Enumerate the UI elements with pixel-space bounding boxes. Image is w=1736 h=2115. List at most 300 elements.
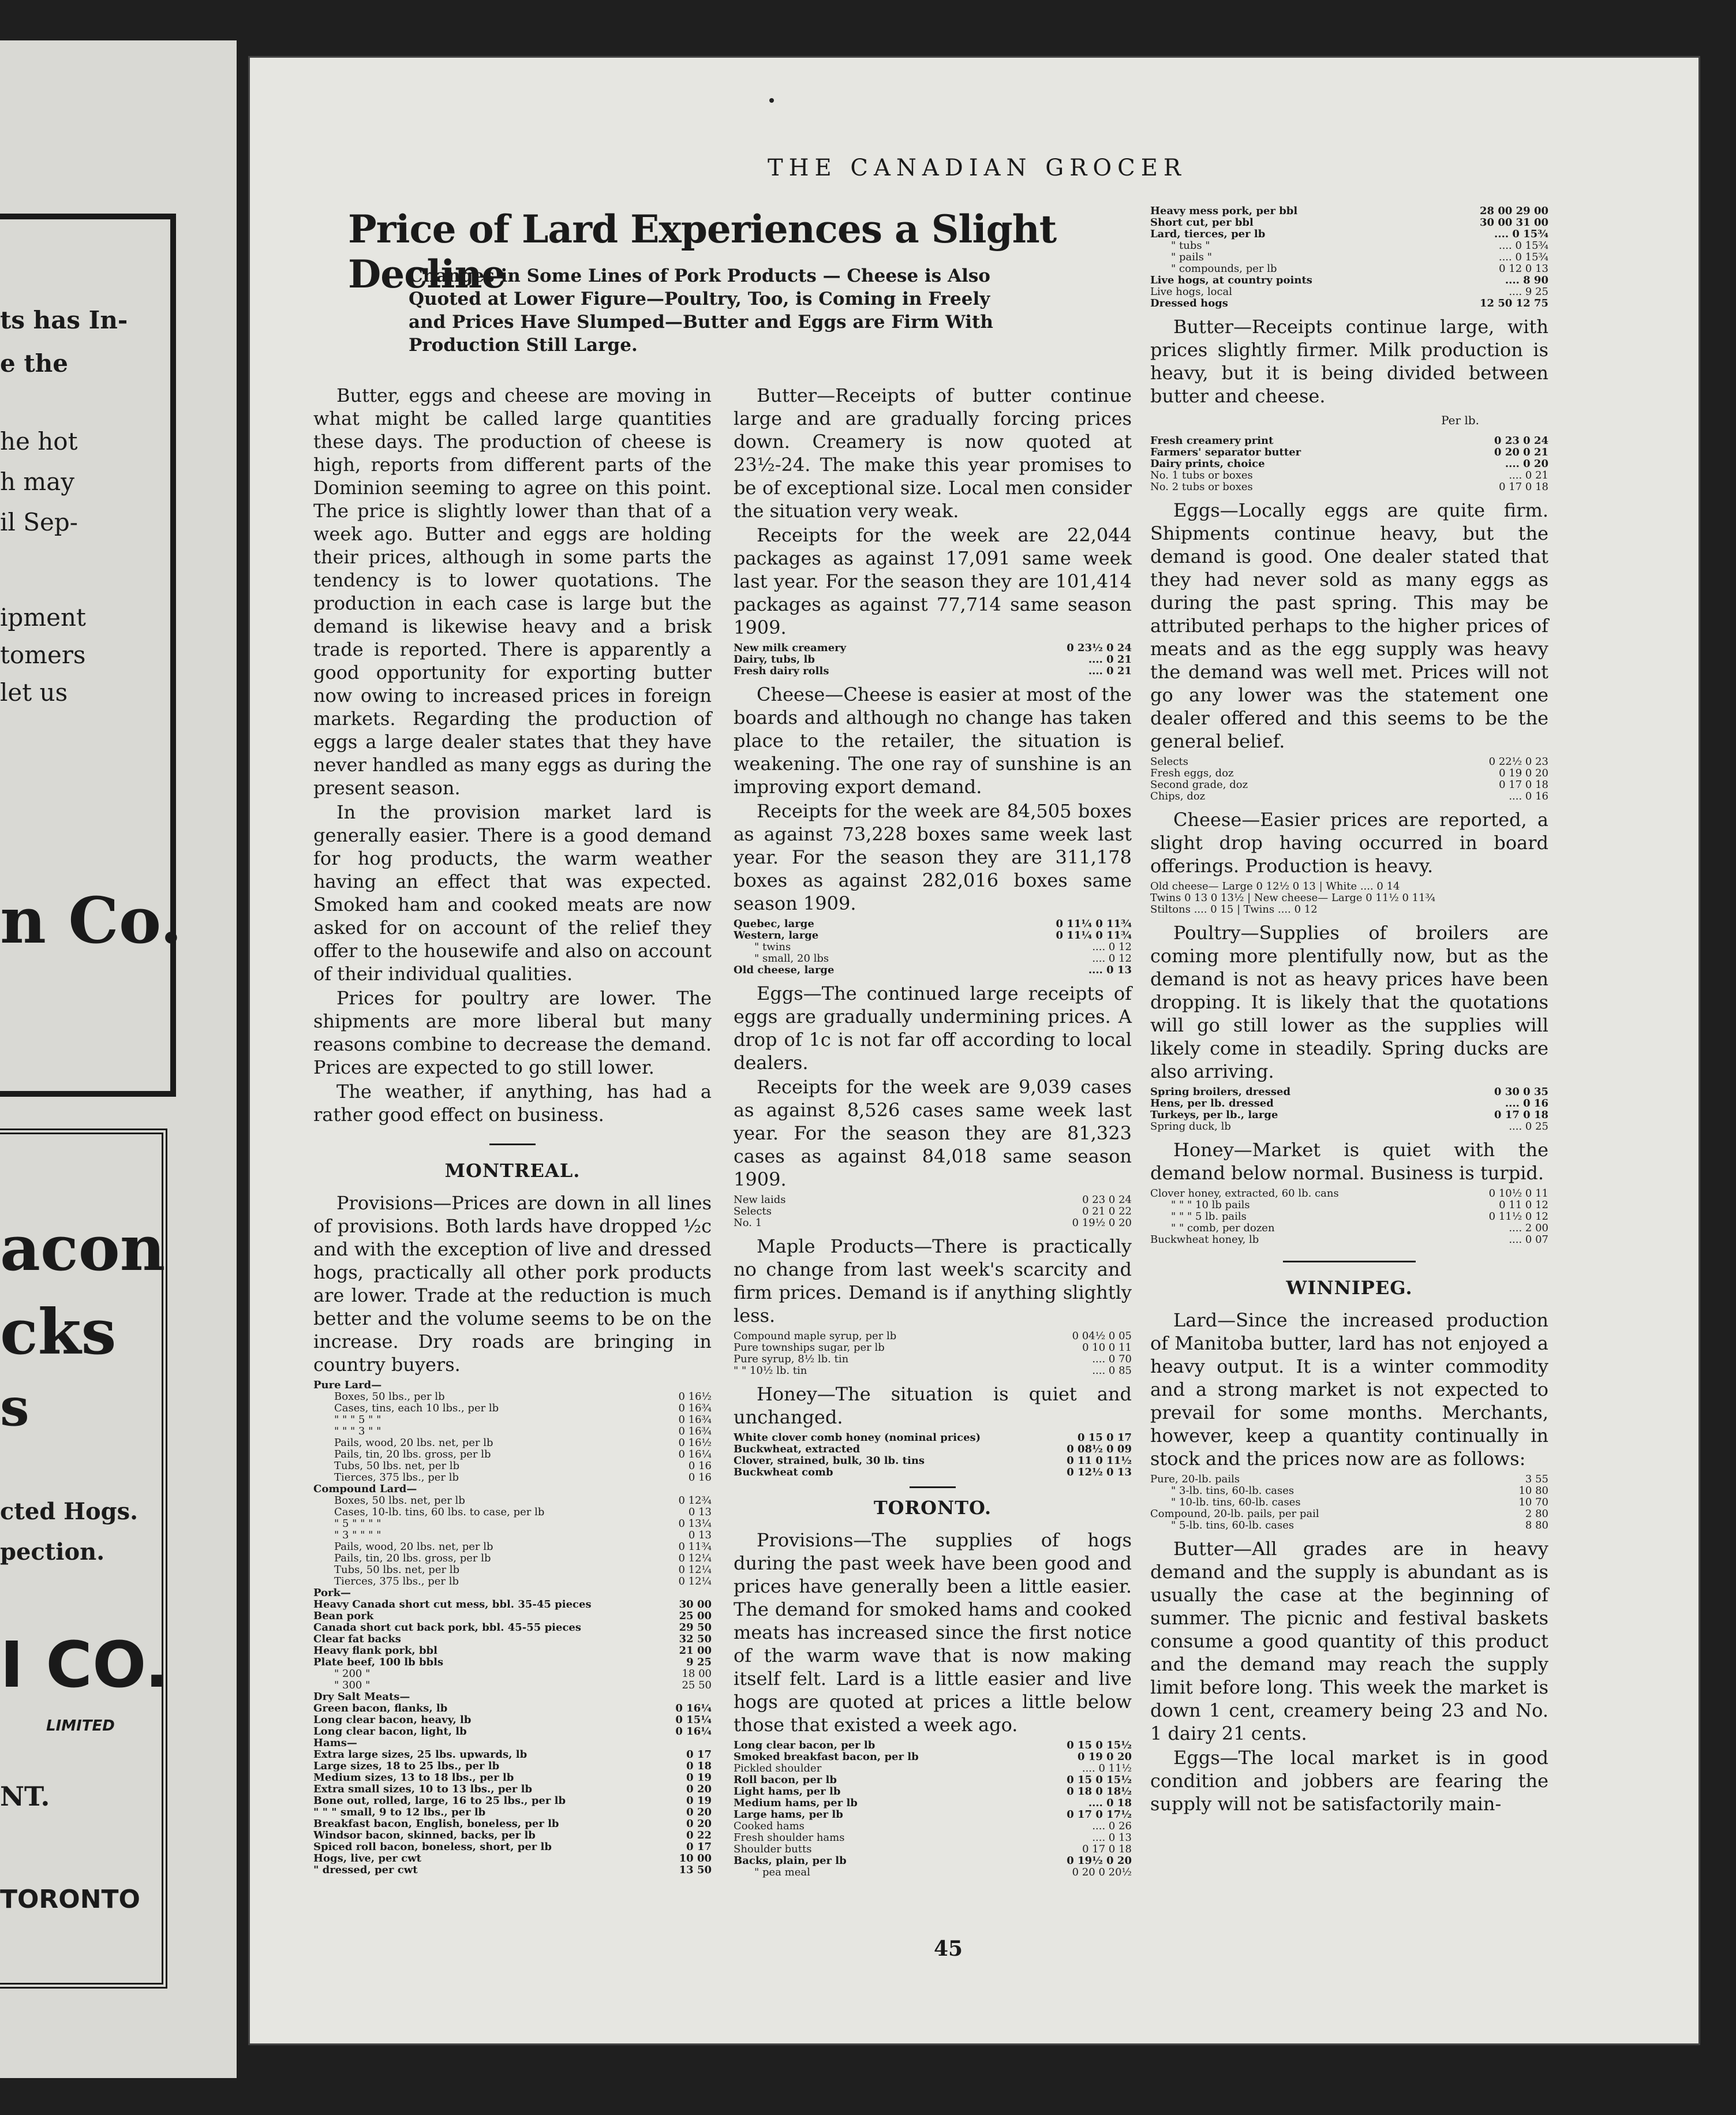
price-item: Old cheese— Large 0 12½ 0 13 | White .... 0 14	[1150, 881, 1400, 892]
price-value: .... 0 11½	[1082, 1762, 1132, 1774]
price-row	[313, 1518, 712, 1530]
price-row	[313, 1622, 712, 1634]
price-item: Old cheese, large	[734, 965, 835, 976]
price-value: 0 20 0 21	[1494, 446, 1548, 458]
price-row	[1150, 881, 1548, 892]
price-item: " " " 3 " "	[334, 1426, 381, 1437]
price-item: Large sizes, 18 to 25 lbs., per lb	[313, 1761, 500, 1772]
price-row	[734, 1354, 1132, 1365]
price-row	[313, 1680, 712, 1691]
price-row	[313, 1795, 712, 1807]
left-fragment: tomers	[0, 641, 86, 669]
price-value: .... 0 85	[1092, 1365, 1132, 1377]
price-row	[313, 1818, 712, 1830]
price-item: Long clear bacon, per lb	[734, 1740, 876, 1751]
paragraph: Lard—Since the increased production of Manitoba butter, lard has not enjoyed a heavy output. It is a winter commodity and a strong market is not expected to prevail for some months. Merchants, however, keep a quantity continually in stock and the prices now are as follows:	[1150, 1309, 1548, 1470]
price-value: 0 17 0 18	[1082, 1843, 1132, 1855]
price-item: Extra large sizes, 25 lbs. upwards, lb	[313, 1749, 527, 1761]
price-value: 0 19 0 20	[1077, 1751, 1132, 1763]
price-row	[734, 1342, 1132, 1354]
price-item: Fresh shoulder hams	[734, 1832, 845, 1844]
price-item: Cases, 10-lb. tins, 60 lbs. to case, per lb	[334, 1507, 545, 1518]
price-value: 0 16¼	[675, 1725, 712, 1737]
price-value: 0 18	[686, 1760, 712, 1772]
price-item: Fresh dairy rolls	[734, 666, 829, 677]
price-row	[313, 1645, 712, 1657]
paragraph: Maple Products—There is practically no change from last week's scarcity and firm prices. Demand is if anything slightly less.	[734, 1235, 1132, 1326]
price-value: 0 16	[688, 1471, 712, 1484]
price-row	[1150, 791, 1548, 802]
price-value: 0 20	[686, 1806, 712, 1818]
price-value: 0 19	[686, 1795, 712, 1807]
price-item: " compounds, per lb	[1171, 263, 1277, 275]
price-row	[313, 1657, 712, 1668]
price-item: Compound maple syrup, per lb	[734, 1331, 897, 1342]
paragraph: Provisions—The supplies of hogs during the past week have been good and prices have generally been a little easier. The demand for smoked hams and cooked meats has increased since the first notice of the warm wave that is now making itself felt. Lard is a little easier and live hogs are quoted at prices a little below those that existed a week ago.	[734, 1529, 1132, 1736]
price-value: 13 50	[679, 1864, 712, 1876]
price-value: 0 04½ 0 05	[1072, 1330, 1132, 1342]
price-row	[313, 1576, 712, 1587]
price-value: 9 25	[686, 1656, 712, 1668]
price-value: .... 0 13	[1092, 1832, 1132, 1844]
price-row	[734, 1740, 1132, 1751]
price-row	[1150, 263, 1548, 275]
price-table	[1150, 1086, 1548, 1133]
price-value: 0 13¼	[678, 1518, 712, 1530]
page-number: 45	[933, 1937, 963, 1961]
price-value: 0 17 0 17½	[1067, 1808, 1132, 1821]
price-item: Backs, plain, per lb	[734, 1855, 847, 1867]
price-table	[313, 1380, 712, 1876]
price-row	[734, 1786, 1132, 1798]
price-item: Tierces, 375 lbs., per lb	[334, 1576, 459, 1587]
price-value: 0 20	[686, 1783, 712, 1795]
price-item: " dressed, per cwt	[313, 1864, 418, 1876]
price-value: .... 0 21	[1509, 469, 1548, 481]
price-row	[313, 1761, 712, 1772]
price-row	[313, 1472, 712, 1484]
price-row	[1150, 470, 1548, 481]
paragraph: Honey—Market is quiet with the demand below normal. Business is turpid.	[1150, 1139, 1548, 1184]
price-item: " pails "	[1171, 252, 1213, 263]
section-heading-toronto: TORONTO.	[873, 1497, 992, 1519]
price-item: Long clear bacon, light, lb	[313, 1726, 467, 1737]
price-item: Heavy Canada short cut mess, bbl. 35-45 pieces	[313, 1599, 592, 1610]
price-row	[734, 1855, 1132, 1867]
price-table	[734, 918, 1132, 976]
price-item: Large hams, per lb	[734, 1809, 843, 1821]
price-value: 0 12½ 0 13	[1067, 1466, 1132, 1478]
section-divider	[910, 1486, 956, 1488]
price-value: 30 00	[679, 1598, 712, 1610]
price-value: .... 0 25	[1509, 1120, 1548, 1133]
price-value: 0 16½	[678, 1437, 712, 1449]
price-row	[1150, 1520, 1548, 1531]
price-value: 0 21 0 22	[1082, 1205, 1132, 1217]
price-item: " 300 "	[334, 1680, 371, 1691]
price-row	[1150, 1485, 1548, 1497]
left-ad-text: acon	[0, 1212, 166, 1285]
price-item: Canada short cut back pork, bbl. 45-55 pieces	[313, 1622, 582, 1634]
price-value: 0 12¾	[678, 1494, 712, 1507]
price-item: Medium hams, per lb	[734, 1798, 858, 1809]
price-value: 0 11¼ 0 11¾	[1056, 929, 1132, 941]
price-value: 0 22½ 0 23	[1488, 756, 1548, 768]
price-item: Live hogs, local	[1150, 286, 1233, 298]
price-item: Buckwheat, extracted	[734, 1444, 860, 1455]
section-heading-winnipeg: WINNIPEG.	[1286, 1277, 1413, 1299]
left-facing-page	[0, 40, 237, 2078]
price-row	[313, 1599, 712, 1610]
price-item: Stiltons .... 0 15 | Twins .... 0 12	[1150, 904, 1318, 915]
price-row	[1150, 768, 1548, 779]
price-table	[1150, 1188, 1548, 1246]
paragraph: Butter—Receipts continue large, with prices slightly firmer. Milk production is heavy, but it is being divided between butter and cheese.	[1150, 316, 1548, 407]
price-row	[734, 1798, 1132, 1809]
price-table	[734, 1331, 1132, 1377]
price-row	[1150, 1086, 1548, 1098]
price-value: 0 23 0 24	[1494, 435, 1548, 447]
left-fragment: e the	[0, 349, 69, 378]
price-row	[1150, 286, 1548, 298]
price-value: 0 17	[686, 1748, 712, 1761]
price-value: 0 12 0 13	[1499, 263, 1548, 275]
price-value: 0 30 0 35	[1494, 1086, 1548, 1098]
price-item: " 200 "	[334, 1668, 371, 1680]
price-item: New laids	[734, 1194, 786, 1206]
price-row	[313, 1807, 712, 1818]
paragraph: Prices for poultry are lower. The shipments are more liberal but many reasons combine to decrease the demand. Prices are expected to go still lower.	[313, 987, 712, 1078]
price-item: Hogs, live, per cwt	[313, 1853, 421, 1864]
price-row	[1150, 240, 1548, 252]
price-value: 0 18 0 18½	[1067, 1785, 1132, 1798]
paragraph: Receipts for the week are 84,505 boxes as against 73,228 boxes same week last year. For the season they are 311,178 boxes as against 282,016 boxes same season 1909.	[734, 800, 1132, 914]
price-item: " 3 " " " "	[334, 1530, 381, 1541]
price-item: Second grade, doz	[1150, 779, 1248, 791]
price-row	[1150, 275, 1548, 286]
price-row	[734, 1751, 1132, 1763]
left-ad-text: TORONTO	[0, 1885, 140, 1914]
price-row	[734, 930, 1132, 941]
price-row	[734, 1821, 1132, 1832]
price-item: Dry Salt Meats—	[313, 1691, 410, 1703]
price-row	[734, 1763, 1132, 1774]
price-value: 0 19 0 20	[1499, 767, 1548, 779]
price-value: .... 0 12	[1092, 941, 1132, 953]
price-row	[313, 1610, 712, 1622]
price-item: New milk creamery	[734, 642, 847, 654]
price-item: " tubs "	[1171, 240, 1210, 252]
left-fragment: il Sep-	[0, 508, 78, 536]
price-row	[313, 1426, 712, 1437]
price-item: Shoulder butts	[734, 1844, 812, 1855]
price-value: 0 15 0 17	[1077, 1432, 1132, 1444]
price-item: White clover comb honey (nominal prices)	[734, 1432, 981, 1444]
price-row	[313, 1507, 712, 1518]
price-item: " " " 5 lb. pails	[1171, 1211, 1247, 1223]
price-row	[734, 1867, 1132, 1878]
column-unit-label: Per lb.	[1441, 413, 1479, 427]
paragraph: In the provision market lard is generally easier. There is a good demand for hog products, the warm weather having an effect that was expected. Smoked ham and cooked meats are now asked for on account of the relief they offer to the housewife and also on account of their individual qualities.	[313, 801, 712, 985]
price-value: 0 11¼ 0 11¾	[1056, 918, 1132, 930]
price-row	[734, 642, 1132, 654]
price-value: 0 19½ 0 20	[1072, 1217, 1132, 1229]
left-fragment: n Co.	[0, 883, 182, 958]
price-row	[313, 1784, 712, 1795]
price-item: Short cut, per bbl	[1150, 217, 1254, 229]
price-row	[313, 1437, 712, 1449]
column-right	[1150, 202, 1548, 1817]
price-row	[313, 1460, 712, 1472]
price-item: Green bacon, flanks, lb	[313, 1703, 448, 1714]
price-row	[734, 1444, 1132, 1455]
price-row	[313, 1749, 712, 1761]
price-value: .... 0 16	[1505, 1097, 1548, 1109]
price-item: Farmers' separator butter	[1150, 447, 1301, 458]
price-row	[313, 1841, 712, 1853]
price-item: Tubs, 50 lbs. net, per lb	[334, 1564, 460, 1576]
price-row	[313, 1668, 712, 1680]
left-advertisement-bottom	[0, 1129, 167, 1989]
price-item: Compound, 20-lb. pails, per pail	[1150, 1508, 1319, 1520]
left-fragment: ts has In-	[0, 306, 128, 334]
price-item: " " 10½ lb. tin	[734, 1365, 807, 1377]
price-item: Pails, wood, 20 lbs. net, per lb	[334, 1541, 493, 1553]
price-value: 18 00	[682, 1668, 712, 1680]
price-item: No. 1 tubs or boxes	[1150, 470, 1253, 481]
paragraph: Provisions—Prices are down in all lines of provisions. Both lards have dropped ½c and with the exception of live and dressed hogs, practically all other pork products are lower. Trade at the reduction is much better and the volume seems to be on the increase. Dry roads are bringing in country buyers.	[313, 1192, 712, 1376]
price-row	[1150, 1234, 1548, 1246]
price-item: Spring duck, lb	[1150, 1121, 1231, 1133]
price-row	[734, 1194, 1132, 1206]
price-item: Pickled shoulder	[734, 1763, 822, 1774]
price-item: Live hogs, at country points	[1150, 275, 1312, 286]
price-item: Pure syrup, 8½ lb. tin	[734, 1354, 849, 1365]
price-item: Dairy prints, choice	[1150, 458, 1265, 470]
price-item: Windsor bacon, skinned, backs, per lb	[313, 1830, 536, 1841]
price-item: " 5 " " " "	[334, 1518, 381, 1530]
price-value: 0 17 0 18	[1494, 1109, 1548, 1121]
price-row	[1150, 458, 1548, 470]
price-value: .... 0 15¾	[1494, 228, 1548, 240]
price-item: " " " 10 lb pails	[1171, 1200, 1250, 1211]
price-row	[313, 1864, 712, 1876]
paragraph: Eggs—The local market is in good condition and jobbers are fearing the supply will not be satisfactorily main-	[1150, 1747, 1548, 1815]
price-row	[734, 941, 1132, 953]
price-item: " 3-lb. tins, 60-lb. cases	[1171, 1485, 1294, 1497]
price-item: " " comb, per dozen	[1171, 1223, 1275, 1234]
price-row	[1150, 298, 1548, 309]
price-value: 10 70	[1518, 1496, 1548, 1508]
price-row	[313, 1691, 712, 1703]
price-item: Fresh creamery print	[1150, 435, 1274, 447]
price-value: 0 13	[688, 1529, 712, 1541]
price-value: 0 11 0 11½	[1067, 1455, 1132, 1467]
price-row	[313, 1380, 712, 1391]
price-value: 25 00	[679, 1610, 712, 1622]
price-row	[734, 1331, 1132, 1342]
price-item: Clover honey, extracted, 60 lb. cans	[1150, 1188, 1339, 1200]
price-value: .... 0 15¾	[1498, 251, 1548, 263]
price-value: 0 08½ 0 09	[1067, 1443, 1132, 1455]
price-item: Long clear bacon, heavy, lb	[313, 1714, 472, 1726]
newspaper-page	[250, 58, 1698, 2043]
price-table	[1150, 1474, 1548, 1531]
price-row	[734, 1206, 1132, 1217]
price-row	[734, 1455, 1132, 1467]
paragraph: Eggs—Locally eggs are quite firm. Shipments continue heavy, but the demand is good. One dealer stated that they had never sold as many eggs as during the past spring. This may be attributed perhaps to the higher prices of meats and as the egg supply was heavy the demand was well met. Prices will not go any lower was the statement one dealer offered and this seems to be the general belief.	[1150, 499, 1548, 752]
paragraph: Eggs—The continued large receipts of eggs are gradually undermining prices. A drop of 1c is not far off according to local dealers.	[734, 982, 1132, 1074]
price-item: Spiced roll bacon, boneless, short, per lb	[313, 1841, 552, 1853]
price-row	[1150, 1211, 1548, 1223]
price-value: 28 00 29 00	[1480, 205, 1548, 217]
price-item: Chips, doz	[1150, 791, 1206, 802]
left-ad-text: cted Hogs.	[0, 1498, 139, 1525]
price-item: Spring broilers, dressed	[1150, 1086, 1291, 1098]
price-value: 0 16¾	[678, 1425, 712, 1437]
price-row	[1150, 217, 1548, 229]
price-item: Western, large	[734, 930, 819, 941]
price-value: .... 0 26	[1092, 1820, 1132, 1832]
price-value: 0 16	[688, 1460, 712, 1472]
price-row	[734, 1774, 1132, 1786]
price-value: 0 16¾	[678, 1414, 712, 1426]
price-item: Dairy, tubs, lb	[734, 654, 815, 666]
price-value: .... 0 07	[1509, 1234, 1548, 1246]
price-row	[1150, 205, 1548, 217]
price-row	[734, 654, 1132, 666]
price-row	[1150, 1508, 1548, 1520]
price-row	[1150, 1474, 1548, 1485]
paragraph: The weather, if anything, has had a rather good effect on business.	[313, 1081, 712, 1126]
price-row	[1150, 447, 1548, 458]
price-value: 0 23½ 0 24	[1067, 642, 1132, 654]
article-deck: Changes in Some Lines of Pork Products — Cheese is Also Quoted at Lower Figure—Poultry, Too, is Coming in Freely and Prices Have Slumped—Butter and Eggs are Firm With Production Still Large.	[409, 266, 993, 356]
price-value: 0 10 0 11	[1082, 1342, 1132, 1354]
section-divider	[1283, 1261, 1416, 1262]
price-value: 0 15 0 15½	[1067, 1739, 1132, 1751]
price-row	[1150, 892, 1548, 904]
price-value: .... 0 21	[1088, 665, 1132, 677]
price-row	[734, 1217, 1132, 1229]
price-value: .... 0 18	[1088, 1797, 1132, 1809]
price-item: Cases, tins, each 10 lbs., per lb	[334, 1403, 499, 1414]
price-value: 0 17 0 18	[1499, 779, 1548, 791]
price-row	[734, 918, 1132, 930]
price-value: 0 11½ 0 12	[1488, 1210, 1548, 1223]
price-row	[313, 1830, 712, 1841]
price-row	[313, 1484, 712, 1495]
price-item: Medium sizes, 13 to 18 lbs., per lb	[313, 1772, 514, 1784]
price-item: Light hams, per lb	[734, 1786, 841, 1798]
price-row	[1150, 1188, 1548, 1200]
price-table	[734, 1194, 1132, 1229]
price-row	[313, 1587, 712, 1599]
left-ad-text: I CO.	[0, 1628, 169, 1702]
price-value: 12 50 12 75	[1480, 297, 1548, 309]
price-row	[313, 1564, 712, 1576]
paragraph: Butter—Receipts of butter continue large and are gradually forcing prices down. Creamery is now quoted at 23½-24. The make this year promises to be of exceptional size. Local men consider the situation very weak.	[734, 384, 1132, 522]
price-row	[734, 1467, 1132, 1478]
price-item: Quebec, large	[734, 918, 814, 930]
price-item: Roll bacon, per lb	[734, 1774, 837, 1786]
price-table	[1150, 435, 1548, 493]
price-item: Twins 0 13 0 13½ | New cheese— Large 0 11½ 0 11¾	[1150, 892, 1435, 904]
publication-header: THE CANADIAN GROCER	[767, 155, 1187, 181]
price-value: 0 20	[686, 1818, 712, 1830]
price-item: Pails, tin, 20 lbs. gross, per lb	[334, 1553, 491, 1564]
price-value: 0 16¾	[678, 1402, 712, 1414]
price-table	[1150, 881, 1548, 915]
left-ad-text: cks	[0, 1296, 117, 1369]
price-item: " " " 5 " "	[334, 1414, 381, 1426]
price-item: Clover, strained, bulk, 30 lb. tins	[734, 1455, 925, 1467]
price-row	[1150, 435, 1548, 447]
price-item: Pure Lard—	[313, 1380, 382, 1391]
price-row	[313, 1391, 712, 1403]
price-value: 0 12¼	[678, 1564, 712, 1576]
column-left	[313, 384, 712, 1882]
price-item: Boxes, 50 lbs. net, per lb	[334, 1495, 465, 1507]
price-item: Heavy flank pork, bbl	[313, 1645, 437, 1657]
left-fragment: h may	[0, 468, 74, 496]
price-value: .... 0 13	[1088, 964, 1132, 976]
price-item: Clear fat backs	[313, 1634, 401, 1645]
price-row	[313, 1726, 712, 1737]
price-value: 0 15¼	[675, 1714, 712, 1726]
left-fragment: ipment	[0, 603, 86, 631]
price-row	[734, 666, 1132, 677]
price-table	[734, 1740, 1132, 1878]
price-item: Pure townships sugar, per lb	[734, 1342, 885, 1354]
price-value: .... 9 25	[1509, 286, 1548, 298]
price-value: .... 0 12	[1092, 952, 1132, 965]
price-item: Fresh eggs, doz	[1150, 768, 1234, 779]
price-value: 0 16½	[678, 1391, 712, 1403]
price-row	[313, 1714, 712, 1726]
paragraph: Butter—All grades are in heavy demand and the supply is abundant as is usually the case at the beginning of summer. The picnic and festival baskets consume a good quantity of this product and the demand may reach the supply limit before long. This week the market is down 1 cent, creamery being 23 and No. 1 dairy 21 cents.	[1150, 1538, 1548, 1744]
column-middle	[734, 384, 1132, 1884]
price-row	[734, 1365, 1132, 1377]
price-row	[313, 1853, 712, 1864]
price-value: .... 8 90	[1505, 274, 1548, 286]
left-ad-text: NT.	[0, 1781, 50, 1812]
left-ad-text: LIMITED	[46, 1717, 115, 1735]
price-row	[1150, 1109, 1548, 1121]
price-row	[1150, 1200, 1548, 1211]
left-fragment: let us	[0, 678, 68, 707]
price-row	[313, 1772, 712, 1784]
price-row	[1150, 252, 1548, 263]
price-item: Heavy mess pork, per bbl	[1150, 205, 1298, 217]
price-item: Lard, tierces, per lb	[1150, 229, 1266, 240]
paragraph: Honey—The situation is quiet and unchanged.	[734, 1383, 1132, 1428]
price-row	[734, 1832, 1132, 1844]
price-row	[1150, 779, 1548, 791]
price-value: 10 00	[679, 1852, 712, 1864]
price-row	[734, 965, 1132, 976]
price-row	[1150, 904, 1548, 915]
price-item: Boxes, 50 lbs., per lb	[334, 1391, 445, 1403]
price-item: Bean pork	[313, 1610, 374, 1622]
price-item: " pea meal	[754, 1867, 810, 1878]
price-item: Tubs, 50 lbs. net, per lb	[334, 1460, 460, 1472]
left-ad-text: s	[0, 1377, 29, 1438]
price-row	[734, 953, 1132, 965]
price-item: Pails, tin, 20 lbs. gross, per lb	[334, 1449, 491, 1460]
price-item: " " " small, 9 to 12 lbs., per lb	[313, 1807, 486, 1818]
price-value: .... 0 21	[1088, 653, 1132, 666]
